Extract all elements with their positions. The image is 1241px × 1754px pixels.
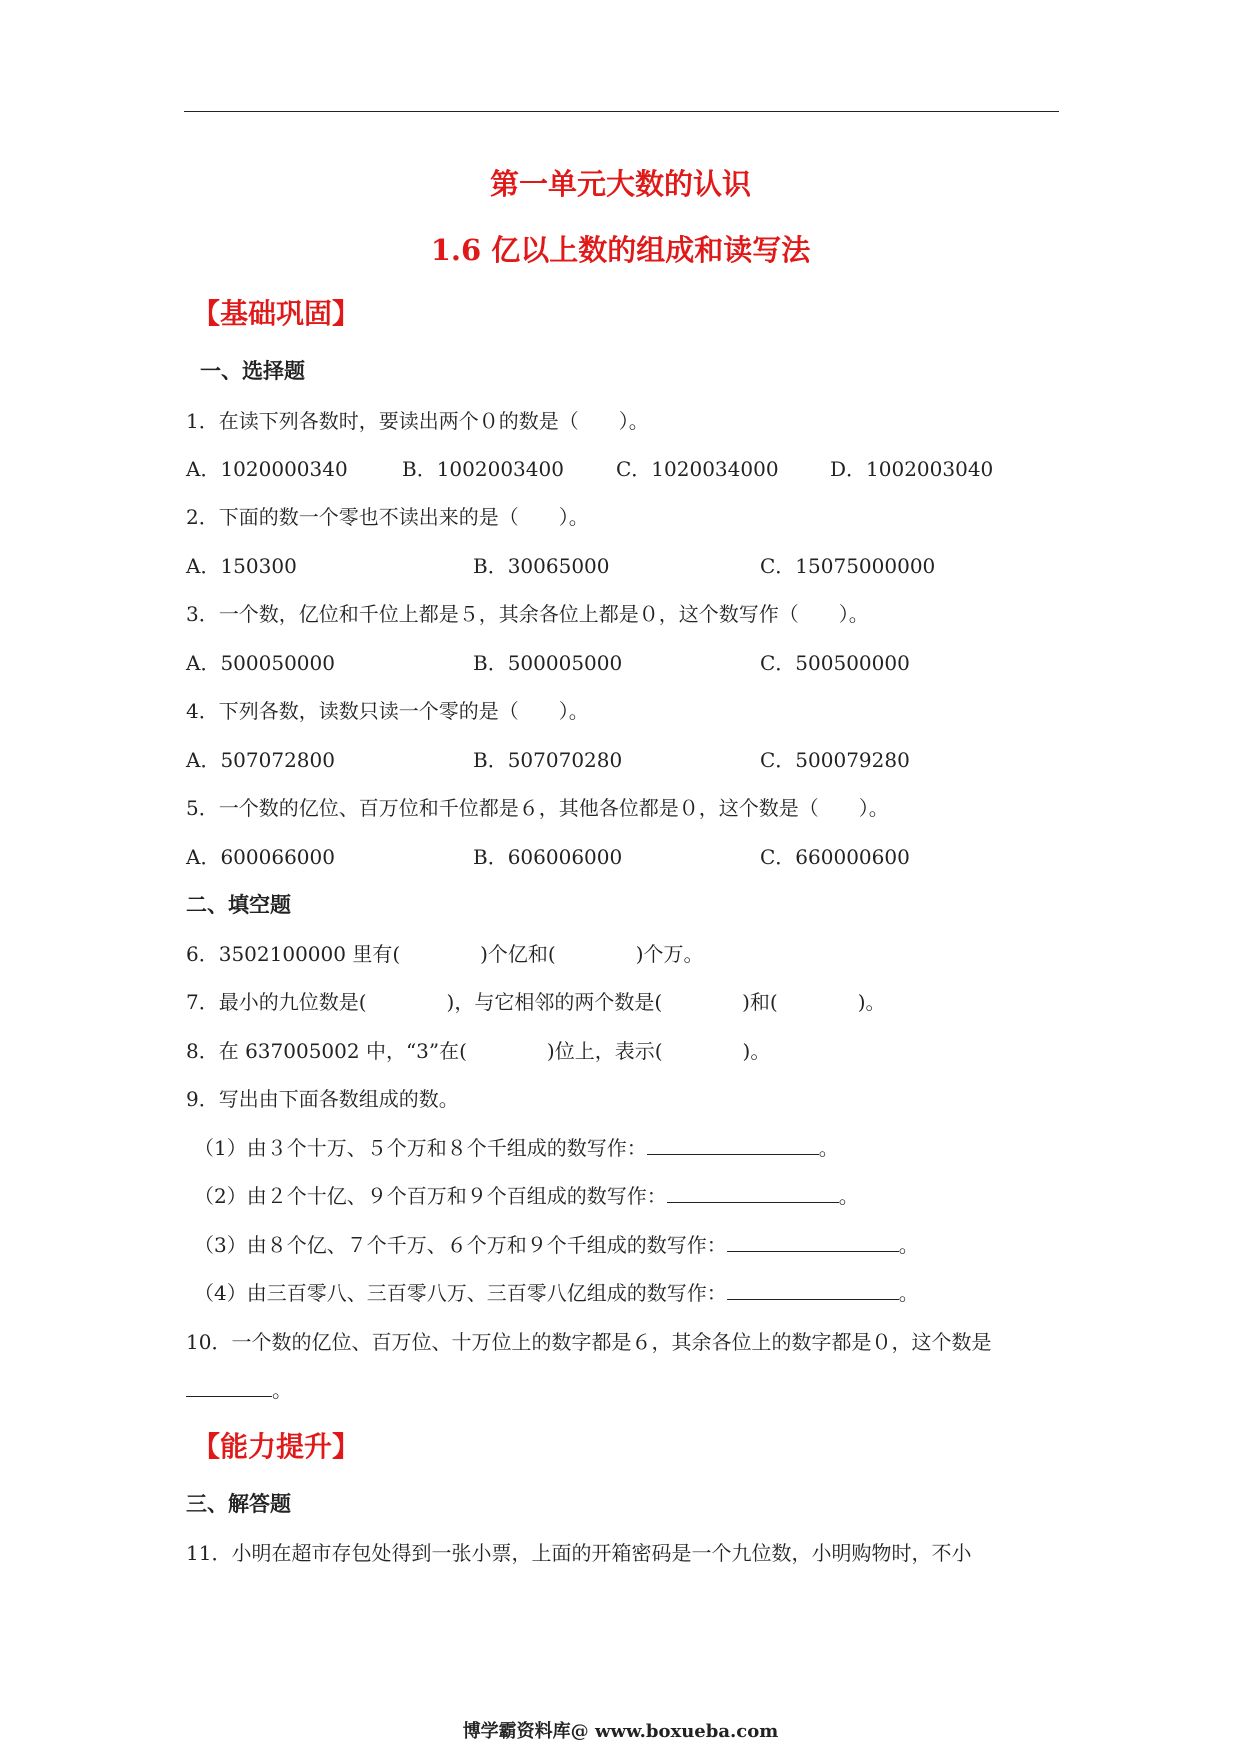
q11-text: 11．小明在超市存包处得到一张小票，上面的开箱密码是一个九位数，小明购物时，不小 <box>186 1541 972 1565</box>
q10-text: 10．一个数的亿位、百万位、十万位上的数字都是６，其余各位上的数字都是０，这个数是 <box>186 1330 992 1354</box>
q5-option-c: C．660000600 <box>760 845 910 869</box>
section-basic: 【基础巩固】 <box>192 297 361 330</box>
q4-option-a: A．507072800 <box>186 748 335 772</box>
q9-stem: 9．写出由下面各数组成的数。 <box>186 1087 459 1111</box>
q2-option-b: B．30065000 <box>473 554 610 578</box>
header-rule <box>184 111 1059 112</box>
section-advanced: 【能力提升】 <box>192 1430 361 1463</box>
q1-option-d: D．1002003040 <box>830 457 994 481</box>
q8-text: 8．在 637005002 中，“3”在( )位上，表示( )。 <box>186 1039 771 1063</box>
q9-item-1-text: （1）由３个十万、５个万和８个千组成的数写作： <box>194 1136 647 1160</box>
q3-stem: 3．一个数，亿位和千位上都是５，其余各位上都是０，这个数写作（ ）。 <box>186 602 869 626</box>
footer-watermark: 博学霸资料库@ www.boxueba.com <box>462 1721 779 1742</box>
q5-option-a: A．600066000 <box>186 845 335 869</box>
q9-answer-blank-1[interactable] <box>647 1136 819 1155</box>
q1-stem: 1．在读下列各数时，要读出两个０的数是（ ）。 <box>186 409 649 433</box>
q2-option-a: A．150300 <box>186 554 297 578</box>
q9-answer-blank-4[interactable] <box>727 1281 899 1300</box>
q4-stem: 4．下列各数，读数只读一个零的是（ ）。 <box>186 699 589 723</box>
q9-answer-blank-3[interactable] <box>727 1233 899 1252</box>
q7-text: 7．最小的九位数是( )，与它相邻的两个数是( )和( )。 <box>186 990 886 1014</box>
page-title: 第一单元大数的认识 <box>489 167 751 201</box>
q5-stem: 5．一个数的亿位、百万位和千位都是６，其他各位都是０，这个数是（ ）。 <box>186 796 889 820</box>
q10-answer-blank[interactable] <box>186 1378 272 1397</box>
q1-option-a: A．1020000340 <box>186 457 348 481</box>
q9-item-2-text: （2）由２个十亿、９个百万和９个百组成的数写作： <box>194 1184 667 1208</box>
q2-option-c: C．15075000000 <box>760 554 936 578</box>
q10-answer-line: 。 <box>186 1374 292 1403</box>
q1-option-c: C．1020034000 <box>616 457 779 481</box>
q9-answer-blank-2[interactable] <box>667 1184 839 1203</box>
part2-heading: 二、填空题 <box>186 892 291 917</box>
part3-heading: 三、解答题 <box>186 1491 291 1516</box>
q5-option-b: B．606006000 <box>473 845 623 869</box>
q3-option-a: A．500050000 <box>186 651 335 675</box>
q9-item-2: （2）由２个十亿、９个百万和９个百组成的数写作： 。 <box>194 1184 859 1208</box>
q3-option-b: B．500005000 <box>473 651 623 675</box>
q2-stem: 2．下面的数一个零也不读出来的是（ ）。 <box>186 505 589 529</box>
q9-item-4-text: （4）由三百零八、三百零八万、三百零八亿组成的数写作： <box>194 1281 727 1305</box>
part1-heading: 一、选择题 <box>200 358 305 383</box>
q3-option-c: C．500500000 <box>760 651 910 675</box>
q9-item-4: （4）由三百零八、三百零八万、三百零八亿组成的数写作： 。 <box>194 1281 919 1305</box>
q9-item-3-text: （3）由８个亿、７个千万、６个万和９个千组成的数写作： <box>194 1233 727 1257</box>
q1-option-b: B．1002003400 <box>402 457 564 481</box>
q4-option-c: C．500079280 <box>760 748 910 772</box>
q6-text: 6．3502100000 里有( )个亿和( )个万。 <box>186 942 704 966</box>
q9-item-3: （3）由８个亿、７个千万、６个万和９个千组成的数写作： 。 <box>194 1233 919 1257</box>
q9-item-1: （1）由３个十万、５个万和８个千组成的数写作： 。 <box>194 1136 839 1160</box>
lesson-title: 1.6 亿以上数的组成和读写法 <box>430 233 811 267</box>
q4-option-b: B．507070280 <box>473 748 623 772</box>
